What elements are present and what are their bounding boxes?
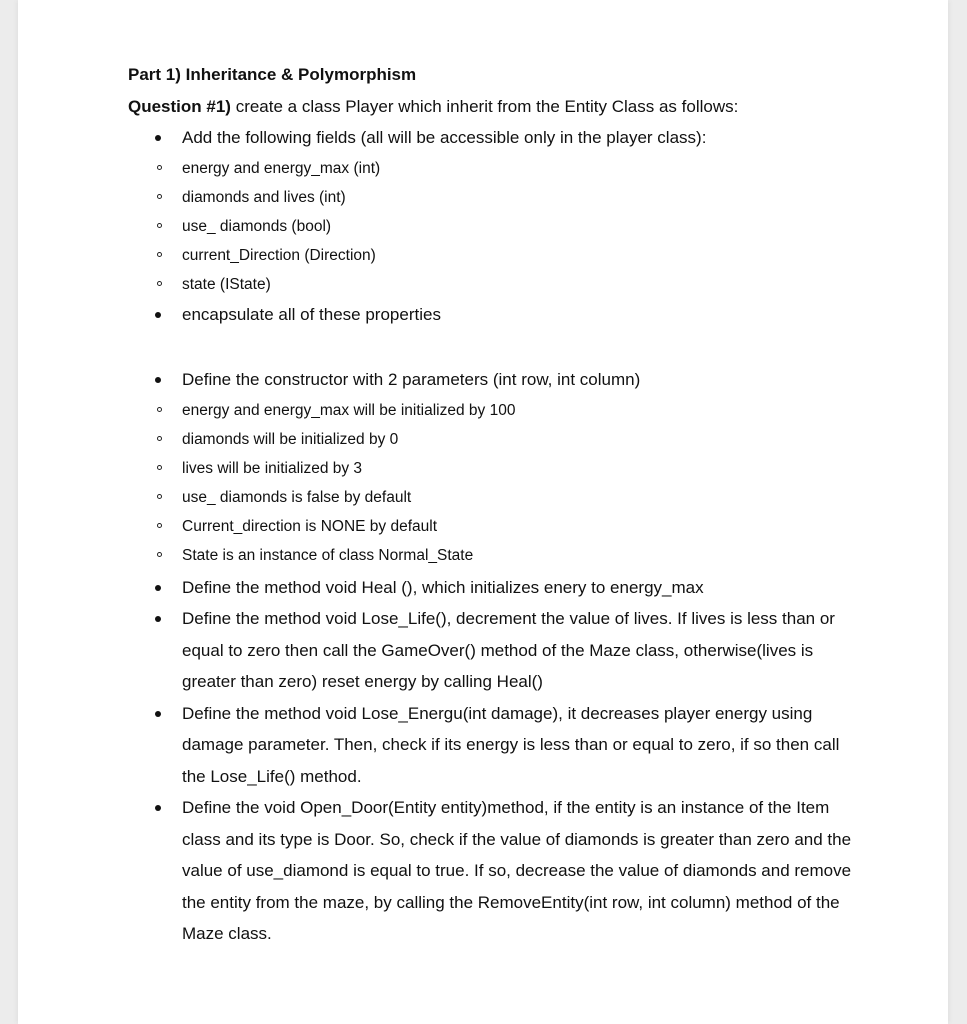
sub-item bbox=[128, 270, 858, 299]
sub-item bbox=[128, 512, 858, 541]
bullet-dot-icon bbox=[155, 377, 161, 383]
circle-bullet-icon bbox=[157, 494, 162, 499]
bullet-text: Define the void Open_Door(Entity entity)method, if the entity is an instance of the Item class and its type is Door. So, check if the value of diamonds is greater than zero and the value of use_diamond is equal to true. If so, decrease the value of diamonds and remove the entity from the maze, by calling the RemoveEntity(int row, int column) method of the Maze class. bbox=[182, 798, 852, 943]
sub-item-text: current_Direction (Direction) bbox=[182, 246, 376, 264]
sub-item-text: state (IState) bbox=[182, 275, 271, 293]
sub-item-text: energy and energy_max (int) bbox=[182, 159, 381, 177]
bullet-dot-icon bbox=[155, 711, 161, 717]
fields-bullet-list bbox=[128, 122, 858, 154]
circle-bullet-icon bbox=[157, 194, 162, 199]
sub-item-text: State is an instance of class Normal_State bbox=[182, 546, 474, 564]
bullet-dot-icon bbox=[155, 616, 161, 622]
circle-bullet-icon bbox=[157, 281, 162, 286]
bullet-dot-icon bbox=[155, 135, 161, 141]
bullet-item bbox=[128, 572, 858, 604]
bullet-item bbox=[128, 603, 858, 698]
sub-item-text: energy and energy_max will be initialized by 100 bbox=[182, 401, 516, 419]
sub-item-text: diamonds will be initialized by 0 bbox=[182, 430, 399, 448]
sub-item bbox=[128, 183, 858, 212]
sub-item bbox=[128, 396, 858, 425]
sub-item bbox=[128, 154, 858, 183]
circle-bullet-icon bbox=[157, 523, 162, 528]
bullet-item bbox=[128, 698, 858, 793]
bullet-dot-icon bbox=[155, 585, 161, 591]
bullet-item bbox=[128, 299, 858, 331]
sub-item bbox=[128, 425, 858, 454]
sub-item bbox=[128, 483, 858, 512]
circle-bullet-icon bbox=[157, 223, 162, 228]
bullet-item bbox=[128, 364, 858, 396]
methods-list bbox=[128, 572, 858, 950]
sub-item-text: lives will be initialized by 3 bbox=[182, 459, 363, 477]
bullet-text: encapsulate all of these properties bbox=[182, 304, 441, 324]
sub-item bbox=[128, 454, 858, 483]
bullet-text: Define the method void Heal (), which initializes enery to energy_max bbox=[182, 577, 704, 597]
fields-sub-list bbox=[128, 154, 858, 299]
constructor-sub-list bbox=[128, 396, 858, 570]
circle-bullet-icon bbox=[157, 407, 162, 412]
sub-item-text: use_ diamonds is false by default bbox=[182, 488, 412, 506]
question-text: create a class Player which inherit from the Entity Class as follows: bbox=[230, 97, 739, 116]
document-page bbox=[18, 0, 948, 1024]
bullet-item bbox=[128, 122, 858, 154]
circle-bullet-icon bbox=[157, 436, 162, 441]
sub-item bbox=[128, 212, 858, 241]
sub-item bbox=[128, 541, 858, 570]
spacer bbox=[128, 330, 858, 364]
document-content bbox=[128, 62, 858, 950]
bullet-dot-icon bbox=[155, 312, 161, 318]
question-label: Question #1) bbox=[128, 97, 231, 116]
sub-item-text: use_ diamonds (bool) bbox=[182, 217, 332, 235]
question-line bbox=[128, 94, 858, 120]
sub-item-text: diamonds and lives (int) bbox=[182, 188, 346, 206]
bullet-item bbox=[128, 792, 858, 950]
circle-bullet-icon bbox=[157, 552, 162, 557]
circle-bullet-icon bbox=[157, 252, 162, 257]
bullet-text: Add the following fields (all will be accessible only in the player class): bbox=[182, 128, 707, 147]
circle-bullet-icon bbox=[157, 465, 162, 470]
sub-item bbox=[128, 241, 858, 270]
bullet-dot-icon bbox=[155, 805, 161, 811]
bullet-text: Define the method void Lose_Life(), decrement the value of lives. If lives is less than or equal to zero then call the GameOver() method of the Maze class, otherwise(lives is greater than zero) reset energy by calling Heal() bbox=[182, 609, 835, 691]
circle-bullet-icon bbox=[157, 165, 162, 170]
constructor-list bbox=[128, 364, 858, 396]
sub-item-text: Current_direction is NONE by default bbox=[182, 517, 438, 535]
bullet-text: Define the constructor with 2 parameters (int row, int column) bbox=[182, 370, 641, 389]
bullet-text: Define the method void Lose_Energu(int damage), it decreases player energy using damage parameter. Then, check if its energy is less than or equal to zero, if so then call the Lose_Life() method. bbox=[182, 703, 840, 786]
part-title: Part 1) Inheritance & Polymorphism bbox=[128, 65, 417, 84]
encapsulate-list bbox=[128, 299, 858, 331]
